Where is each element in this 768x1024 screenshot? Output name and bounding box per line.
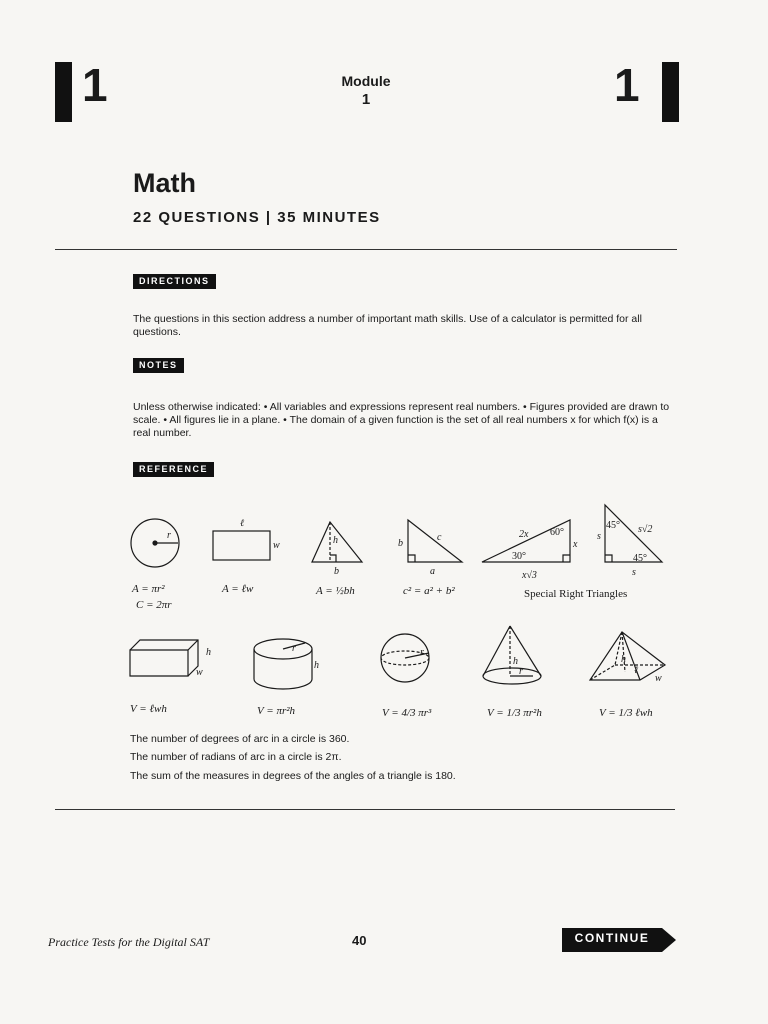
circle-figure bbox=[131, 519, 179, 567]
fact-triangle-sum: The sum of the measures in degrees of the angles of a triangle is 180. bbox=[130, 770, 456, 782]
svg-text:h: h bbox=[513, 656, 518, 667]
svg-text:w: w bbox=[655, 673, 662, 684]
pyramid-volume-formula: V = 1/3 ℓwh bbox=[599, 707, 653, 719]
fact-degrees: The number of degrees of arc in a circle is 360. bbox=[130, 733, 350, 745]
svg-text:h: h bbox=[206, 647, 211, 658]
page-title: Math bbox=[133, 168, 196, 198]
svg-text:h: h bbox=[621, 654, 626, 665]
svg-text:b: b bbox=[334, 566, 339, 577]
svg-text:w: w bbox=[196, 667, 203, 678]
continue-label[interactable]: CONTINUE bbox=[574, 931, 650, 945]
sphere-figure bbox=[381, 634, 429, 682]
svg-text:h: h bbox=[333, 535, 338, 546]
svg-text:s: s bbox=[597, 531, 601, 542]
cone-volume-formula: V = 1/3 πr²h bbox=[487, 707, 542, 719]
svg-text:h: h bbox=[314, 660, 319, 671]
reference-tag: REFERENCE bbox=[133, 462, 214, 477]
svg-text:x: x bbox=[573, 539, 578, 550]
section-number-right: 1 bbox=[614, 59, 640, 111]
svg-text:s: s bbox=[632, 567, 636, 578]
svg-text:45°: 45° bbox=[633, 553, 647, 564]
svg-text:30°: 30° bbox=[512, 551, 526, 562]
svg-text:ℓ: ℓ bbox=[634, 665, 639, 676]
notes-tag: NOTES bbox=[133, 358, 184, 373]
book-title: Practice Tests for the Digital SAT bbox=[48, 935, 210, 949]
svg-text:b: b bbox=[398, 538, 403, 549]
circle-area-formula: A = πr² bbox=[132, 583, 165, 595]
svg-text:ℓ: ℓ bbox=[240, 518, 245, 529]
cone-figure bbox=[483, 626, 541, 684]
directions-text: The questions in this section address a number of important math skills. Use of a calculator is permitted for all questions. bbox=[133, 313, 642, 338]
svg-text:45°: 45° bbox=[606, 520, 620, 531]
svg-text:c: c bbox=[437, 532, 442, 543]
notes-text: Unless otherwise indicated: • All variables and expressions represent real numbers. • Figures provided are drawn to scale. • All figures lie in a plane. • The domain of a given function is the set of all real numbers x for which f(x) is a real number. bbox=[133, 401, 670, 439]
box-figure bbox=[130, 640, 198, 676]
rectangle-area-formula: A = ℓw bbox=[222, 583, 254, 595]
pyramid-figure bbox=[590, 632, 665, 680]
fact-radians: The number of radians of arc in a circle is 2π. bbox=[130, 751, 342, 763]
svg-text:60°: 60° bbox=[550, 527, 564, 538]
rectangle-figure bbox=[213, 531, 270, 560]
svg-text:x√3: x√3 bbox=[522, 570, 537, 581]
pythagorean-formula: c² = a² + b² bbox=[403, 585, 455, 597]
svg-text:r: r bbox=[167, 530, 171, 541]
directions-tag: DIRECTIONS bbox=[133, 274, 216, 289]
section-number-left: 1 bbox=[82, 59, 108, 111]
module-number: 1 bbox=[361, 91, 371, 108]
cylinder-figure bbox=[254, 639, 312, 689]
triangle-area-formula: A = ½bh bbox=[316, 585, 355, 597]
box-volume-formula: V = ℓwh bbox=[130, 703, 167, 715]
cylinder-volume-formula: V = πr²h bbox=[257, 705, 296, 717]
svg-text:r: r bbox=[420, 647, 424, 658]
module-label: Module bbox=[341, 73, 391, 89]
special-right-triangles-label: Special Right Triangles bbox=[524, 588, 628, 600]
page-subtitle: 22 QUESTIONS | 35 MINUTES bbox=[133, 209, 381, 226]
circle-circumference-formula: C = 2πr bbox=[136, 599, 172, 611]
svg-text:2x: 2x bbox=[519, 529, 529, 540]
svg-text:r: r bbox=[292, 643, 296, 654]
svg-text:w: w bbox=[273, 540, 280, 551]
right-triangle-figure bbox=[408, 520, 462, 562]
page-number: 40 bbox=[352, 933, 367, 948]
svg-text:a: a bbox=[430, 566, 435, 577]
svg-text:s√2: s√2 bbox=[638, 524, 653, 535]
bottom-divider bbox=[55, 809, 675, 810]
svg-text:r: r bbox=[519, 666, 523, 677]
sphere-volume-formula: V = 4/3 πr³ bbox=[382, 707, 432, 719]
